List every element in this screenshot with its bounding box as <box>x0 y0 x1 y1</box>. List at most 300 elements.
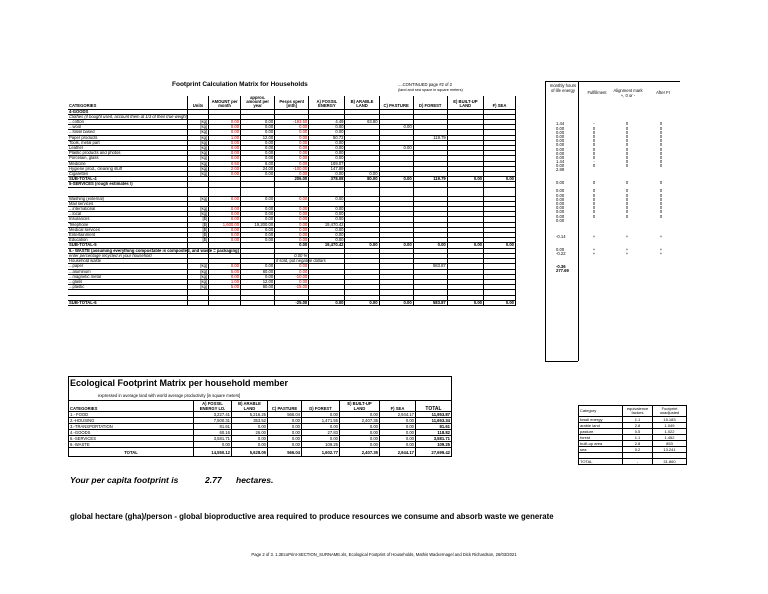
table-cell: 0.00 <box>241 125 275 130</box>
eq-cell: forest <box>579 435 623 441</box>
table-cell: 12.00 <box>241 135 275 140</box>
right-cell: 0 <box>659 188 663 194</box>
table-cell: 0.00 <box>309 196 345 201</box>
eco-header: C) PASTURE <box>268 401 302 412</box>
table-cell: Medical services <box>68 227 187 232</box>
table-cell: [$] <box>187 238 208 243</box>
right-cell: - <box>593 121 595 127</box>
right-cell: 0 <box>659 205 663 211</box>
right-cell: 0 <box>625 188 629 194</box>
eco-header: TOTAL <box>416 401 452 412</box>
table-cell: 0.00 <box>241 120 275 125</box>
life-energy-column <box>550 96 680 273</box>
eq-row <box>579 459 687 465</box>
table-cell: 0.00 <box>241 151 275 156</box>
eq-cell: 31.860 <box>653 459 687 465</box>
table-cell <box>187 187 208 196</box>
right-cell: 0 <box>659 125 663 131</box>
table-cell: 0.00 <box>275 207 309 212</box>
table-cell: [kg] <box>187 140 208 145</box>
eco-cell: 0.00 <box>268 442 302 448</box>
right-cell: 1.44 <box>556 121 565 127</box>
eco-cell: 3.-TRANSPORTATION <box>69 424 194 430</box>
table-cell: 0.00 <box>483 243 515 248</box>
table-cell: 19,470.42 <box>309 222 345 227</box>
right-cell: 0.00 <box>556 217 565 223</box>
table-cell: 0.00 <box>275 279 309 284</box>
eq-cell: 2.8 <box>623 441 653 447</box>
table-cell: 0.00 <box>309 146 345 151</box>
table-cell: 0.00 <box>241 207 275 212</box>
eco-subtitle: expressed in average land with world average productivity [in square meters] <box>98 393 241 398</box>
eco-total-cell: 2,944.17 <box>380 448 416 457</box>
table-cell: 0.00 <box>447 177 483 182</box>
table-cell <box>241 187 275 196</box>
right-cell: 0 <box>625 159 629 165</box>
eco-total-cell: 27,699.42 <box>416 448 452 457</box>
right-cell: 0 <box>592 142 596 148</box>
table-cell: 0.00 <box>275 264 309 269</box>
eco-header: D) FOREST <box>302 401 340 412</box>
table-cell: 147.89 <box>309 166 345 171</box>
right-cell: 0 <box>659 133 663 139</box>
eq-cell: fossil energy <box>579 417 623 423</box>
table-cell: -25.00 <box>275 300 309 305</box>
col-header: B) ARABLE LAND <box>345 96 379 109</box>
right-cell: 0.00 <box>556 129 565 135</box>
eco-cell: 0.00 <box>340 436 380 442</box>
table-cell: [kg] <box>187 269 208 274</box>
table-cell: [kg] <box>187 125 208 130</box>
right-cell: 0 <box>592 125 596 131</box>
table-cell: Porcelain, glass <box>68 156 187 161</box>
right-cell <box>610 269 644 273</box>
right-cell: 0 <box>592 192 596 198</box>
table-cell: 0.00 <box>241 140 275 145</box>
right-cell: 0 <box>625 150 629 156</box>
eco-cell: 81.61 <box>194 424 232 430</box>
table-cell: Cigarettes <box>68 172 187 177</box>
right-header-alignment: Alignment mark +, 0 or - <box>613 88 643 98</box>
table-cell: ...paper <box>68 264 187 269</box>
table-cell: 50.72 <box>309 135 345 140</box>
right-cell: + <box>592 234 596 240</box>
eco-header: F) SEA <box>380 401 416 412</box>
table-cell <box>68 187 187 196</box>
table-cell: 169.07 <box>309 161 345 166</box>
continued-label: ....CONTINUED page #2 of 2 <box>398 82 452 87</box>
eco-cell: 0.00 <box>302 412 340 418</box>
right-cell: 2.89 <box>556 167 565 173</box>
table-cell: 12.00 <box>241 279 275 284</box>
right-cell: 0 <box>625 138 629 144</box>
eco-cell: 353.52 <box>232 418 268 424</box>
table-cell: 0.00 <box>241 172 275 177</box>
table-cell: 19,470.42 <box>309 243 345 248</box>
table-cell: 0.00 <box>309 151 345 156</box>
right-cell: 0 <box>659 150 663 156</box>
table-cell: 0.00 <box>209 125 241 130</box>
eco-cell: 0.00 <box>302 436 340 442</box>
table-cell: 0.00 <box>275 135 309 140</box>
right-cell: + <box>659 251 663 257</box>
right-cell: 0.00 <box>556 209 565 215</box>
eco-cell: 0.00 <box>380 430 416 436</box>
table-cell: 0.00 <box>309 212 345 217</box>
right-cell: + <box>659 247 663 252</box>
right-cell: 0 <box>592 146 596 152</box>
eq-cell: TOTAL <box>579 459 623 465</box>
table-cell: Medicine <box>68 161 187 166</box>
table-cell: [kg] <box>187 166 208 171</box>
table-row <box>68 300 516 305</box>
table-cell: 1,600.00 <box>209 222 241 227</box>
eco-total-cell: 5,628.05 <box>232 448 268 457</box>
right-cell: 0.00 <box>556 142 565 148</box>
right-cell: -0.22 <box>556 251 566 257</box>
table-cell: ...cotton <box>68 120 187 125</box>
eco-cell: 0.00 <box>232 436 268 442</box>
table-cell: 0.00 <box>209 264 241 269</box>
table-cell: Insurances <box>68 217 187 222</box>
eco-cell: 6.-WASTE <box>69 442 194 448</box>
table-cell: [kg] <box>187 151 208 156</box>
right-cell: 0.00 <box>556 200 565 206</box>
right-cell: 0 <box>659 200 663 206</box>
table-cell: ...glass <box>68 279 187 284</box>
table-cell: 0.00 <box>275 125 309 130</box>
table-cell: Clothes (if bought used, account them at 1/3 of their true weight) <box>69 113 189 119</box>
col-header: AMOUNT per month <box>209 96 241 109</box>
table-cell: 0.00 <box>275 130 309 135</box>
table-cell: [$] <box>187 233 208 238</box>
col-header: CATEGORIES <box>68 96 187 109</box>
col-header: D) FOREST <box>413 96 447 109</box>
right-cell: 0 <box>592 188 596 194</box>
table-cell: 0.00 <box>309 227 345 232</box>
table-cell: 0.00 <box>309 233 345 238</box>
equivalence-table <box>578 405 687 465</box>
table-cell: if sold, put negative dollars <box>276 258 326 264</box>
right-cell <box>644 269 678 273</box>
table-cell: Entertainment <box>68 233 187 238</box>
eco-cell: 2,407.35 <box>340 418 380 424</box>
table-cell <box>379 187 413 196</box>
right-cell: -0.36 <box>556 263 566 269</box>
table-cell <box>241 300 275 305</box>
eq-cell: 13.241 <box>653 447 687 453</box>
eq-cell: 1.1 <box>623 435 653 441</box>
eco-cell: 0.00 <box>340 430 380 436</box>
eco-cell: 0.00 <box>232 442 268 448</box>
table-cell: 0.00 <box>275 146 309 151</box>
table-cell: 0.00 <box>275 217 309 222</box>
table-cell: [kg] <box>187 120 208 125</box>
table-cell: Household waste <box>68 259 187 264</box>
eco-cell: 566.04 <box>268 412 302 418</box>
table-cell: -15.00 <box>275 285 309 290</box>
table-cell <box>483 187 515 196</box>
right-cell: 0 <box>659 209 663 215</box>
table-cell: Mail services <box>68 201 187 206</box>
table-cell: 0.00 <box>309 217 345 222</box>
eco-matrix-table <box>68 400 452 457</box>
right-cell: 0 <box>659 121 663 127</box>
right-cell: + <box>625 234 629 240</box>
table-cell: 0.00 <box>209 274 241 279</box>
table-cell: 0.00 <box>413 243 447 248</box>
table-cell: 5.00 <box>209 269 241 274</box>
per-capita-value: 2.77 <box>205 475 222 485</box>
eco-total-cell: 2,407.35 <box>340 448 380 457</box>
right-cell: 0.00 <box>556 213 565 219</box>
eq-cell: 1.452 <box>653 435 687 441</box>
right-cell: 0.00 <box>556 150 565 156</box>
table-cell: 119.79 <box>413 135 447 140</box>
table-cell: 0.00 <box>309 238 345 243</box>
table-cell: 0.00 <box>209 156 241 161</box>
table-cell: 0.00 <box>275 172 309 177</box>
eq-header: Footprint unadjusted <box>653 406 687 417</box>
right-cell: 0 <box>625 129 629 135</box>
right-cell: 0 <box>659 142 663 148</box>
table-cell: 24.00 <box>241 166 275 171</box>
right-cell: 0 <box>625 146 629 152</box>
table-cell: 0.00 % <box>275 253 309 258</box>
table-cell: 0.00 <box>241 196 275 201</box>
eco-total-label: TOTAL <box>69 448 194 457</box>
table-cell: 19,200.00 <box>241 222 275 227</box>
eco-cell: 2,944.17 <box>380 412 416 418</box>
table-cell: 0.00 <box>309 140 345 145</box>
right-cell: 0 <box>659 213 663 219</box>
table-cell: 0.00 <box>209 233 241 238</box>
eco-cell: 0.00 <box>232 424 268 430</box>
table-cell: 60.00 <box>241 285 275 290</box>
table-cell: 0.00 <box>209 120 241 125</box>
page-footer: Page 2 of 3. 1.3EcoPrint-SECTION_SURNAME.xls, Ecological Footprint of Households, Mathis Wackernagel and Dick Richardson, 26/03/2021 <box>251 552 517 557</box>
right-cell: -0.14 <box>556 234 566 240</box>
table-cell: 0.00 <box>209 207 241 212</box>
right-cell: 0 <box>625 133 629 139</box>
table-cell: [kg] <box>187 279 208 284</box>
right-cell: + <box>592 251 596 257</box>
right-header-afterfi: After FI <box>656 90 670 95</box>
right-cell: - <box>593 159 595 165</box>
table-cell: ...local <box>68 212 187 217</box>
eco-header: CATEGORIES <box>69 401 194 412</box>
eco-cell: 60.16 <box>194 430 232 436</box>
table-cell: 1.00 <box>209 279 241 284</box>
table-cell: ...fossil based <box>68 130 187 135</box>
right-cell <box>578 269 610 273</box>
table-cell: 0.00 <box>241 212 275 217</box>
right-cell: 0.00 <box>556 196 565 202</box>
col-header: approx. amount per year <box>241 96 275 109</box>
eco-cell: 0.00 <box>340 412 380 418</box>
col-header: C) PASTURE <box>379 96 413 109</box>
right-cell: 0 <box>659 163 663 169</box>
table-cell: 583.87 <box>413 300 447 305</box>
right-cell: 0.00 <box>556 146 565 152</box>
table-cell: [kg] <box>187 135 208 140</box>
col-header: Units <box>187 96 208 109</box>
table-cell: 0.00 <box>241 227 275 232</box>
table-cell: 0.00 <box>275 151 309 156</box>
table-cell: [kg] <box>187 285 208 290</box>
table-cell: SUB-TOTAL-4 <box>68 177 187 182</box>
eq-cell: 0.5 <box>623 429 653 435</box>
table-cell: 0.00 <box>209 146 241 151</box>
eq-cell: 1.1 <box>623 417 653 423</box>
right-cell: 0 <box>592 180 596 185</box>
eco-cell: 2.-HOUSING <box>69 418 194 424</box>
right-row <box>550 269 680 273</box>
table-cell: ...magnetic metal <box>68 274 187 279</box>
right-cell: 0 <box>592 209 596 215</box>
right-cell: 0 <box>659 146 663 152</box>
eco-cell: 0.00 <box>340 442 380 448</box>
table-cell: 0.00 <box>345 300 379 305</box>
table-cell: 0.00 <box>241 238 275 243</box>
eco-cell: 5,216.25 <box>232 412 268 418</box>
eco-cell: 0.00 <box>268 424 302 430</box>
table-cell: 0.00 <box>241 156 275 161</box>
eco-cell: 81.61 <box>416 424 452 430</box>
eq-cell: arable land <box>579 423 623 429</box>
right-cell: 0 <box>625 163 629 169</box>
table-cell: Plastic products and photos <box>68 151 187 156</box>
table-cell: 0.00 <box>345 243 379 248</box>
table-cell: Tools, metal part <box>68 140 187 145</box>
table-cell: 0.00 <box>275 161 309 166</box>
eco-cell: 0.00 <box>268 430 302 436</box>
table-cell: 0.00 <box>379 243 413 248</box>
right-cell: 0.00 <box>556 247 565 252</box>
right-cell: 0 <box>625 200 629 206</box>
table-cell: 0.00 <box>275 269 309 274</box>
table-cell: ...plastic <box>68 285 187 290</box>
table-cell: 583.87 <box>413 264 447 269</box>
table-cell: SUB-TOTAL-6 <box>68 300 187 305</box>
table-cell: 0.00 <box>241 274 275 279</box>
table-cell: [kg] <box>187 130 208 135</box>
table-cell: 0.00 <box>209 227 241 232</box>
table-cell: 0.00 <box>275 212 309 217</box>
table-cell: 0.00 <box>275 140 309 145</box>
table-cell: 0.00 <box>309 156 345 161</box>
right-cell: 277.69 <box>556 267 569 273</box>
table-cell: Telephone <box>68 222 187 227</box>
eco-total-cell: 1,602.77 <box>302 448 340 457</box>
table-cell: 5.00 <box>209 285 241 290</box>
right-cell: 0 <box>592 213 596 219</box>
eco-cell: 3,581.71 <box>416 436 452 442</box>
right-cell: 0.00 <box>556 163 565 169</box>
right-cell: 0 <box>659 192 663 198</box>
table-cell: 378.08 <box>309 177 345 182</box>
table-cell: Leather <box>68 146 187 151</box>
table-cell: -10.00 <box>275 274 309 279</box>
table-cell: [kg] <box>187 274 208 279</box>
table-cell: 6.00 <box>241 161 275 166</box>
right-cell: 0.00 <box>556 133 565 139</box>
table-cell: 0.00 <box>209 151 241 156</box>
eco-cell: 0.00 <box>302 424 340 430</box>
eco-cell: 27.83 <box>302 430 340 436</box>
table-cell: [kg] <box>187 264 208 269</box>
table-cell: [$] <box>187 222 208 227</box>
right-cell: 0 <box>625 192 629 198</box>
eco-cell: 118.82 <box>416 430 452 436</box>
table-cell <box>275 187 309 196</box>
table-cell: 0.00 <box>379 125 413 130</box>
table-cell: -100.00 <box>275 166 309 171</box>
table-cell: 0.00 <box>447 300 483 305</box>
table-cell: 0.00 <box>379 177 413 182</box>
table-cell: 0.00 <box>241 264 275 269</box>
table-cell: Washing (external) <box>68 196 187 201</box>
right-cell: + <box>625 251 629 257</box>
eq-header: equivalence factors <box>623 406 653 417</box>
eco-cell: 3,581.71 <box>194 436 232 442</box>
table-cell <box>187 300 208 305</box>
table-cell: 0.00 <box>209 140 241 145</box>
table-cell: 6.- WASTE (assuming everything compostable is composted, and waste = packaging) <box>69 247 239 253</box>
eco-cell: 0.00 <box>380 442 416 448</box>
eco-header: E) BUILT-UP LAND <box>340 401 380 412</box>
table-cell: 0.00 <box>209 130 241 135</box>
table-cell: 0.00 <box>483 177 515 182</box>
table-cell <box>447 187 483 196</box>
eco-cell: 109.25 <box>302 442 340 448</box>
table-cell: 0.00 <box>209 217 241 222</box>
eq-cell: sea <box>579 447 623 453</box>
table-cell: 0.00 <box>309 300 345 305</box>
right-cell: 0 <box>625 205 629 211</box>
table-cell: Education <box>68 238 187 243</box>
table-cell: 206.00 <box>275 177 309 182</box>
col-header: E) BUILT-UP LAND <box>447 96 483 109</box>
eco-header: B) ARABLE LAND <box>232 401 268 412</box>
col-header: A) FOSSIL ENERGY <box>309 96 345 109</box>
right-cell: 0 <box>625 213 629 219</box>
right-cell: 0.00 <box>556 192 565 198</box>
eco-cell: 3,227.41 <box>194 412 232 418</box>
table-cell: 2.00 <box>209 166 241 171</box>
eq-cell: pasture <box>579 429 623 435</box>
table-cell: 4.49 <box>309 120 345 125</box>
eq-cell: 1.022 <box>653 429 687 435</box>
table-cell: SUB-TOTAL-5 <box>68 243 187 248</box>
right-cell: 0 <box>659 159 663 165</box>
eco-cell: 0.00 <box>194 442 232 448</box>
right-cell: 0 <box>592 133 596 139</box>
per-capita-label: Your per capita footprint is <box>70 475 179 485</box>
continued-sublabel: (land and sea space in square meters) <box>398 88 463 92</box>
eco-total-cell: 566.04 <box>268 448 302 457</box>
table-cell: 0.00 <box>241 217 275 222</box>
eco-cell: 11,953.87 <box>416 412 452 418</box>
table-cell: ...aluminum <box>68 269 187 274</box>
right-cell: 0 <box>592 138 596 144</box>
right-cell: 0 <box>592 163 596 169</box>
table-cell: 0.00 <box>379 146 413 151</box>
eco-cell: 26.00 <box>232 430 268 436</box>
per-capita-unit: hectares. <box>236 475 274 485</box>
eq-cell: - <box>623 459 653 465</box>
eco-header: A) FOSSIL ENERGY LD. <box>194 401 232 412</box>
